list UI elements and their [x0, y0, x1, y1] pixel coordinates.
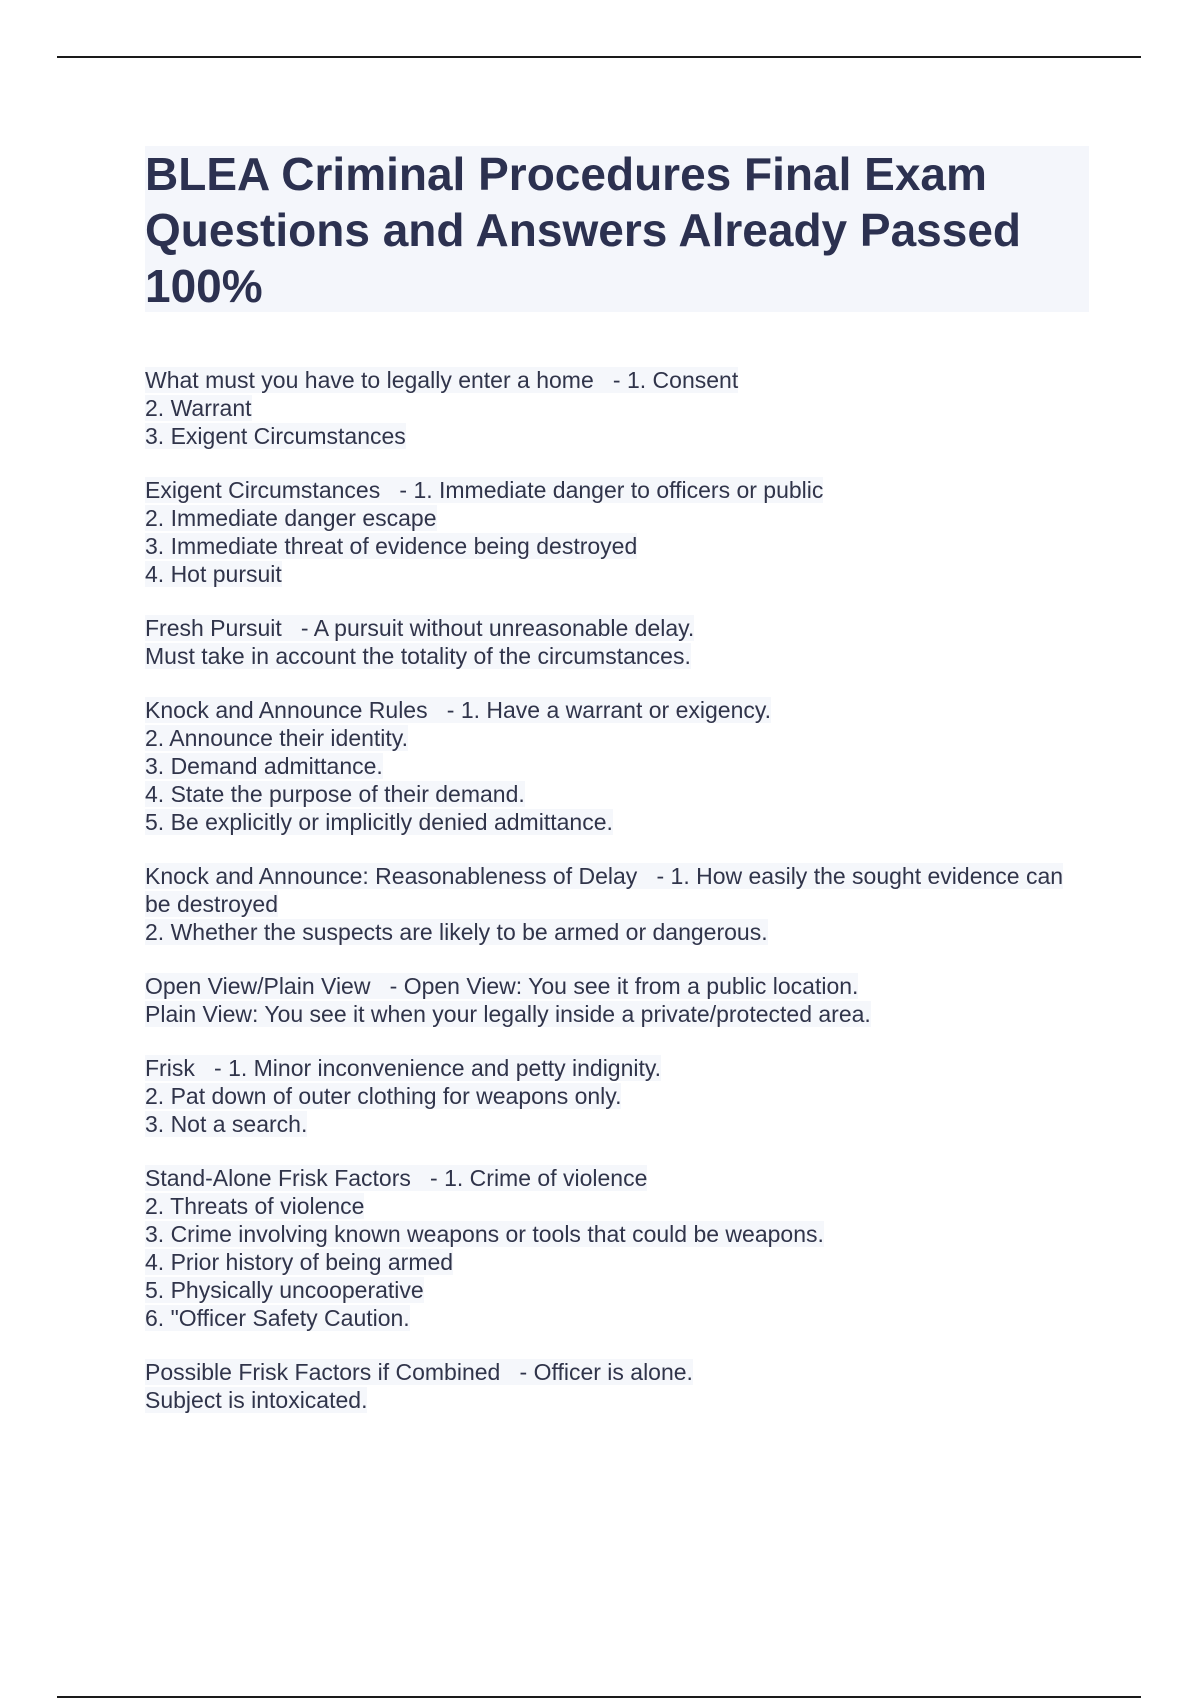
qa-answer-line: Subject is intoxicated. — [145, 1387, 368, 1413]
qa-item: Exigent Circumstances - 1. Immediate danger to officers or public 2. Immediate danger escape 3. Immediate threat of evidence being destroyed 4. Hot pursuit — [145, 477, 824, 587]
qa-item: What must you have to legally enter a home - 1. Consent 2. Warrant 3. Exigent Circumstances — [145, 367, 739, 449]
qa-answer-line: Plain View: You see it when your legally inside a private/protected area. — [145, 1001, 871, 1027]
qa-term: Possible Frisk Factors if Combined — [145, 1359, 501, 1385]
qa-answer-line: 6. "Officer Safety Caution. — [145, 1305, 410, 1331]
bottom-rule — [57, 1696, 1141, 1698]
qa-item: Possible Frisk Factors if Combined - Officer is alone. Subject is intoxicated. — [145, 1359, 693, 1413]
qa-term: Exigent Circumstances — [145, 477, 381, 503]
qa-answer-line: 3. Demand admittance. — [145, 753, 383, 779]
qa-answer-line: 4. Prior history of being armed — [145, 1249, 454, 1275]
qa-answer-line: 3. Crime involving known weapons or tools that could be weapons. — [145, 1221, 824, 1247]
qa-term: Frisk — [145, 1055, 195, 1081]
qa-answer-line: 1. Immediate danger to officers or public — [413, 477, 824, 503]
qa-term: Stand-Alone Frisk Factors — [145, 1165, 411, 1191]
qa-list — [145, 366, 1105, 1440]
qa-answer-line: 5. Physically uncooperative — [145, 1277, 424, 1303]
qa-answer-line: 1. Minor inconvenience and petty indignity. — [228, 1055, 662, 1081]
qa-item: Frisk - 1. Minor inconvenience and petty indignity. 2. Pat down of outer clothing for weapons only. 3. Not a search. — [145, 1055, 662, 1137]
qa-answer-line: 3. Immediate threat of evidence being destroyed — [145, 533, 638, 559]
qa-item: Knock and Announce Rules - 1. Have a warrant or exigency. 2. Announce their identity. 3. Demand admittance. 4. State the purpose of their demand. 5. Be explicitly or implicitly denied admittance. — [145, 697, 772, 835]
qa-item: Fresh Pursuit - A pursuit without unreasonable delay. Must take in account the totality of the circumstances. — [145, 615, 695, 669]
qa-answer-line: Officer is alone. — [533, 1359, 693, 1385]
qa-answer-line: 1. Consent — [626, 367, 739, 393]
top-rule — [57, 56, 1141, 58]
title-block — [145, 146, 1089, 312]
document-title: BLEA Criminal Procedures Final Exam Questions and Answers Already Passed 100% — [145, 148, 1022, 312]
qa-answer-line: 1. Crime of violence — [444, 1165, 648, 1191]
qa-answer-line: 2. Immediate danger escape — [145, 505, 437, 531]
qa-answer-line: 3. Exigent Circumstances — [145, 423, 406, 449]
qa-answer-line: 3. Not a search. — [145, 1111, 308, 1137]
qa-item: Stand-Alone Frisk Factors - 1. Crime of violence 2. Threats of violence 3. Crime involving known weapons or tools that could be weapons. 4. Prior history of being armed 5. Physically uncooperative 6. "Officer Safety Caution. — [145, 1165, 824, 1331]
qa-answer-line: 1. Have a warrant or exigency. — [460, 697, 772, 723]
qa-answer-line: 5. Be explicitly or implicitly denied admittance. — [145, 809, 613, 835]
qa-term: Knock and Announce Rules — [145, 697, 428, 723]
qa-answer-line: 2. Whether the suspects are likely to be armed or dangerous. — [145, 919, 768, 945]
qa-answer-line: A pursuit without unreasonable delay. — [313, 615, 695, 641]
qa-answer-line: 2. Threats of violence — [145, 1193, 365, 1219]
qa-answer-line: Must take in account the totality of the circumstances. — [145, 643, 691, 669]
qa-answer-line: 2. Announce their identity. — [145, 725, 408, 751]
qa-answer-line: 4. State the purpose of their demand. — [145, 781, 525, 807]
qa-term: Knock and Announce: Reasonableness of Delay — [145, 863, 638, 889]
qa-answer-line: 2. Pat down of outer clothing for weapons only. — [145, 1083, 622, 1109]
qa-answer-line: 4. Hot pursuit — [145, 561, 282, 587]
qa-term: What must you have to legally enter a home — [145, 367, 594, 393]
qa-item: Knock and Announce: Reasonableness of Delay - 1. How easily the sought evidence can be destroyed 2. Whether the suspects are likely to be armed or dangerous. — [145, 863, 1064, 945]
qa-item: Open View/Plain View - Open View: You see it from a public location. Plain View: You see it when your legally inside a private/protected area. — [145, 973, 871, 1027]
qa-answer-line: 2. Warrant — [145, 395, 252, 421]
qa-answer-line: Open View: You see it from a public location. — [403, 973, 859, 999]
qa-term: Fresh Pursuit — [145, 615, 282, 641]
qa-term: Open View/Plain View — [145, 973, 371, 999]
qa-answer-line: 1. How easily the sought evidence can be destroyed — [145, 863, 1064, 917]
